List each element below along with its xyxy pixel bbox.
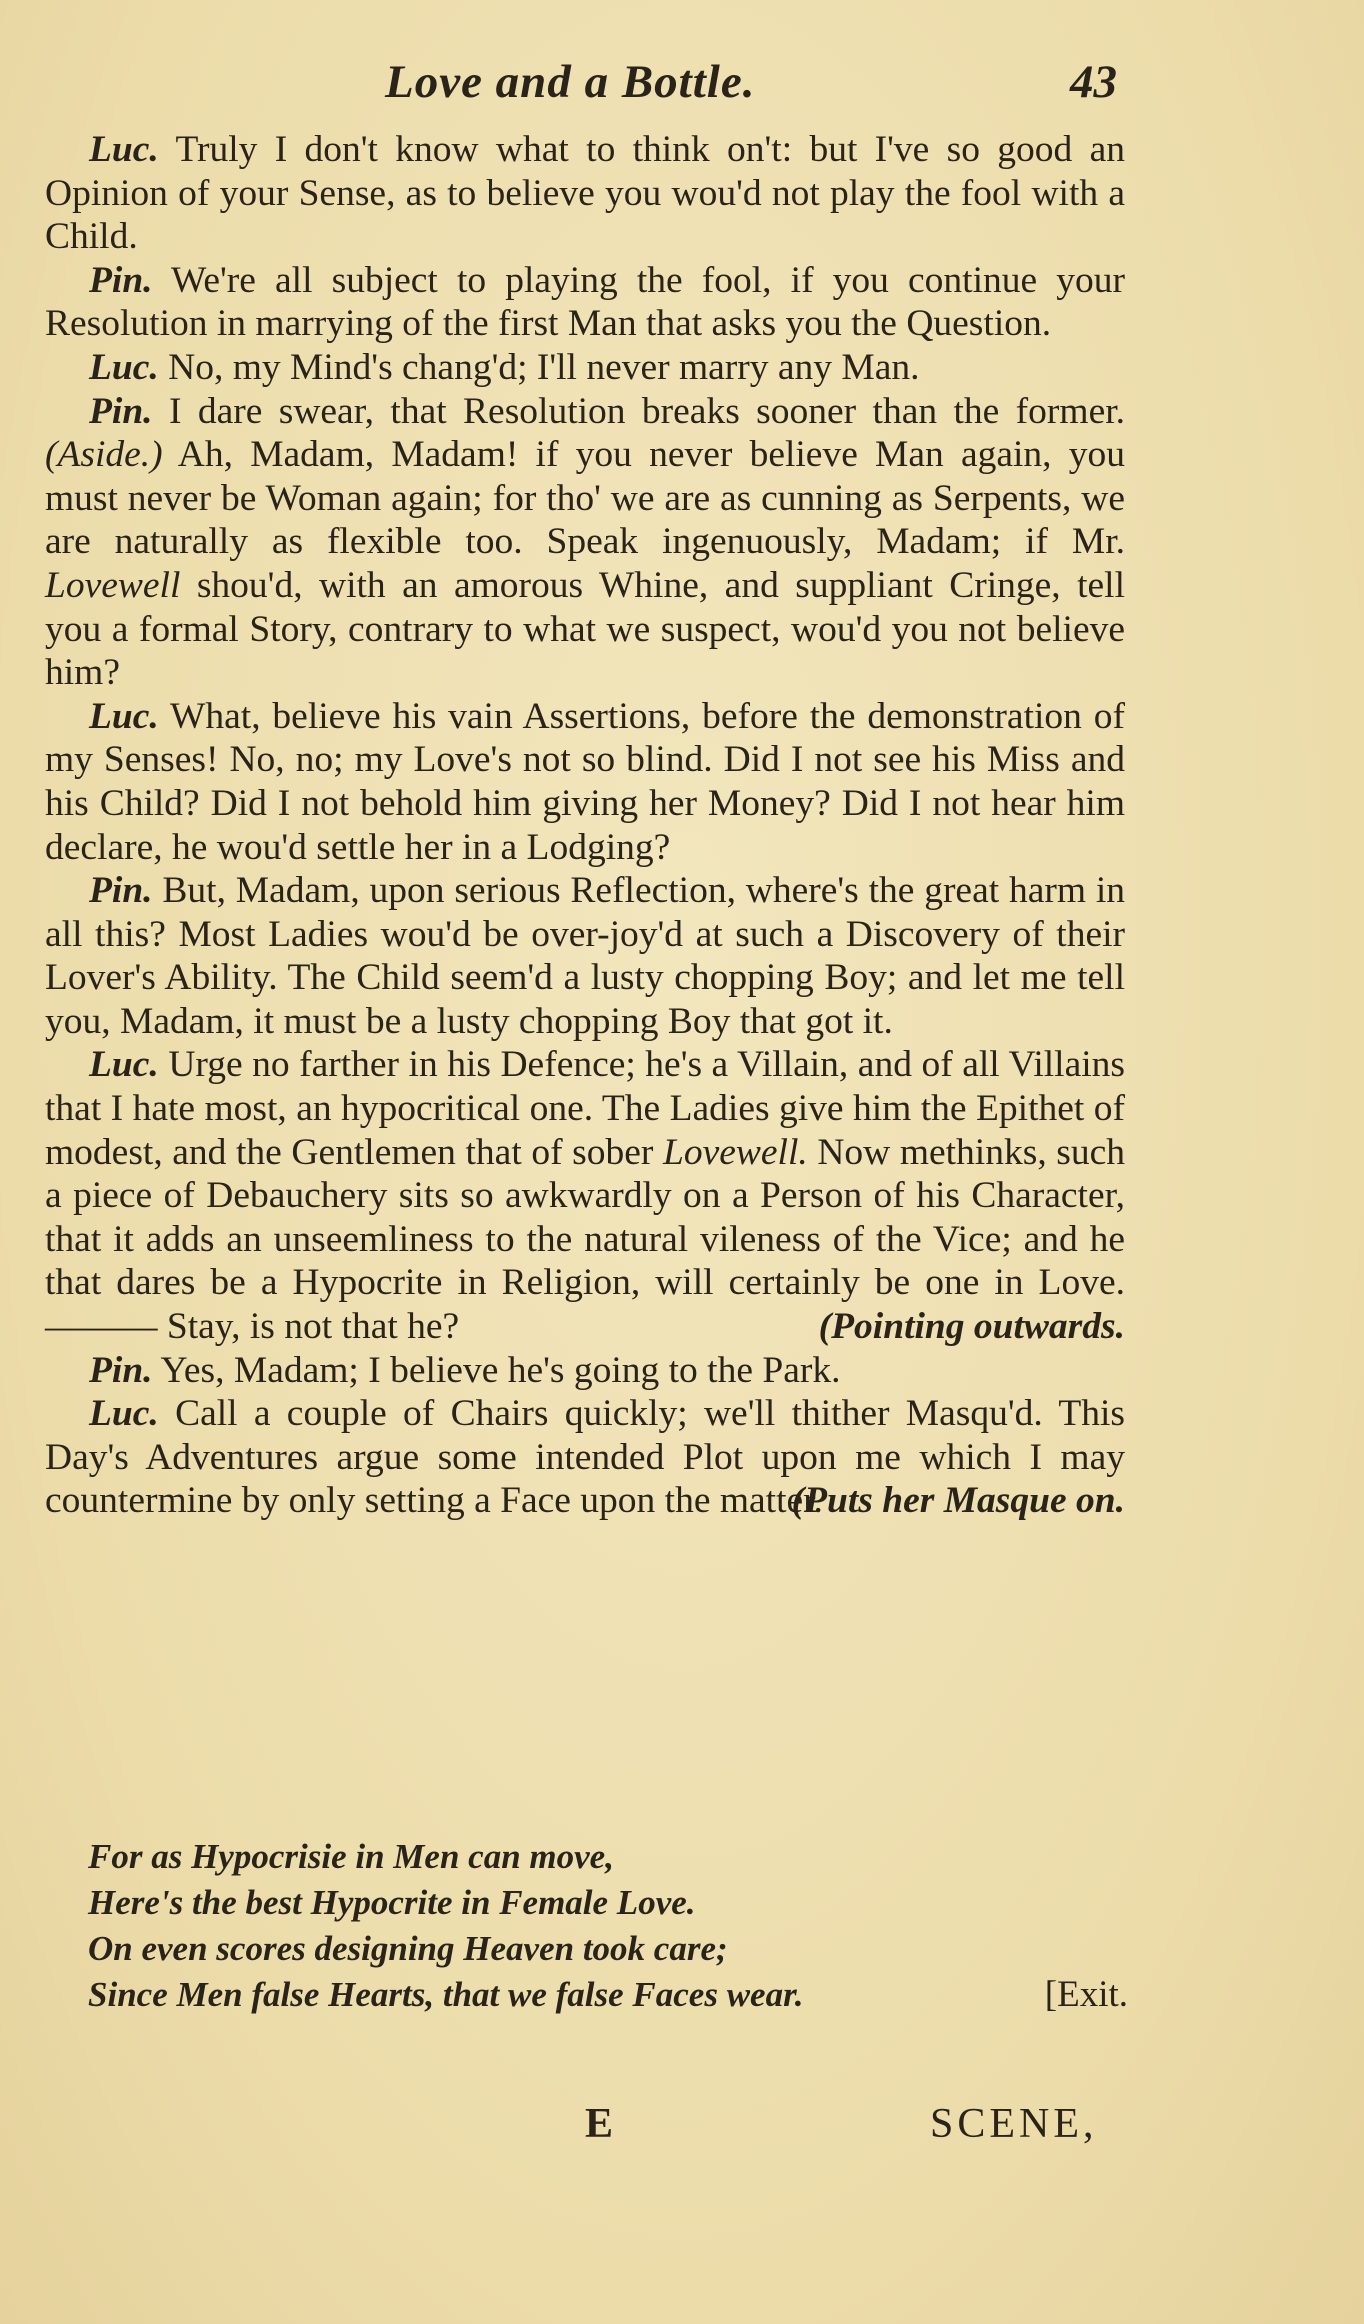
closing-verse (88, 1834, 1128, 2018)
speaker-name: Pin. (89, 390, 153, 432)
speech-5 (45, 695, 1125, 869)
page-number: 43 (1070, 56, 1117, 108)
speech-3 (45, 346, 1125, 390)
speech-text: I dare swear, that Resolution breaks sooner than the former. (168, 390, 1126, 432)
speech-2 (45, 259, 1125, 346)
speech-text: Urge no farther in his Defence; he's a Villain, and of all Villains that I hate most, an hypocritical one. The Ladies give him the Epithet of modest, and the Gentlemen that of sober (45, 1044, 1125, 1173)
speaker-name: Luc. (89, 129, 159, 170)
speech-text: Yes, Madam; I believe he's going to the Park. (160, 1349, 841, 1391)
verse-line: Here's the best Hypocrite in Female Love. (88, 1883, 696, 1922)
speech-text: Call a couple of Chairs quickly; we'll thither Masqu'd. This Day's Adventures argue some intended Plot upon me which I may countermine by only setting a Face upon the matter. (45, 1393, 1125, 1522)
speaker-name: Luc. (89, 1393, 159, 1435)
signature-mark: E (585, 2101, 614, 2147)
speech-text: No, my Mind's chang'd; I'll never marry any Man. (168, 346, 920, 388)
verse-line: On even scores designing Heaven took care; (88, 1929, 728, 1968)
speaker-name: Pin. (89, 1349, 153, 1391)
stage-direction-masque: (Puts her Masque on. (791, 1480, 1125, 1522)
stage-direction-pointing: (Pointing outwards. (818, 1306, 1125, 1348)
verse-line: Since Men false Hearts, that we false Faces wear. (88, 1975, 804, 2014)
page-footer (0, 2100, 1364, 2160)
speaker-name: Pin. (89, 259, 153, 301)
speech-7 (45, 1043, 1125, 1348)
character-name-lovewell: Lovewell (45, 564, 181, 606)
speaker-name: Pin. (89, 870, 153, 912)
character-name-lovewell: Lovewell. (662, 1131, 808, 1173)
speech-4 (45, 390, 1125, 695)
stage-direction-aside: (Aside.) (45, 434, 163, 476)
speech-text: We're all subject to playing the fool, if you continue your Resolution in marrying of the first Man that asks you the Question. (45, 259, 1125, 345)
speech-text: Ah, Madam, Madam! if you never believe Man again, you must never be Woman again; for tho' we are as cunning as Serpents, we are naturally as flexible too. Speak ingenuously, Madam; if Mr. (45, 434, 1125, 563)
speech-text: Now methinks, such a piece of Debauchery sits so awkwardly on a Person of his Character, that it adds an unseemliness to the natural vileness of the Vice; and he that dares be a Hypocrite in Religion, will certainly be one in Love.——— Stay, is not that he? (45, 1131, 1126, 1348)
speech-1 (45, 128, 1125, 259)
speaker-name: Luc. (89, 346, 159, 388)
dialogue-body (45, 128, 1125, 1523)
speech-9 (45, 1392, 1125, 1523)
stage-direction-exit: [Exit. (1044, 1974, 1128, 2015)
speech-6 (45, 869, 1125, 1043)
speech-text: But, Madam, upon serious Reflection, where's the great harm in all this? Most Ladies wou'd be over-joy'd at such a Discovery of their Lover's Ability. The Child seem'd a lusty chopping Boy; and let me tell you, Madam, it must be a lusty chopping Boy that got it. (45, 870, 1126, 1042)
speaker-name: Luc. (89, 695, 159, 737)
page-header (0, 55, 1364, 125)
speech-text: What, believe his vain Assertions, before the demonstration of my Senses! No, no; my Love's not so blind. Did I not see his Miss and his Child? Did I not behold him giving her Money? Did I not hear him declare, he wou'd settle her in a Lodging? (45, 695, 1125, 868)
running-title: Love and a Bottle. (385, 56, 756, 108)
speaker-name: Luc. (89, 1044, 159, 1086)
speech-8 (45, 1349, 1125, 1393)
catchword: SCENE, (930, 2101, 1098, 2147)
verse-line: For as Hypocrisie in Men can move, (88, 1837, 614, 1876)
speech-text: shou'd, with an amorous Whine, and suppliant Cringe, tell you a formal Story, contrary to what we suspect, wou'd you not believe him? (45, 564, 1125, 694)
speech-text: Truly I don't know what to think on't: but I've so good an Opinion of your Sense, as to believe you wou'd not play the fool with a Child. (45, 129, 1125, 258)
